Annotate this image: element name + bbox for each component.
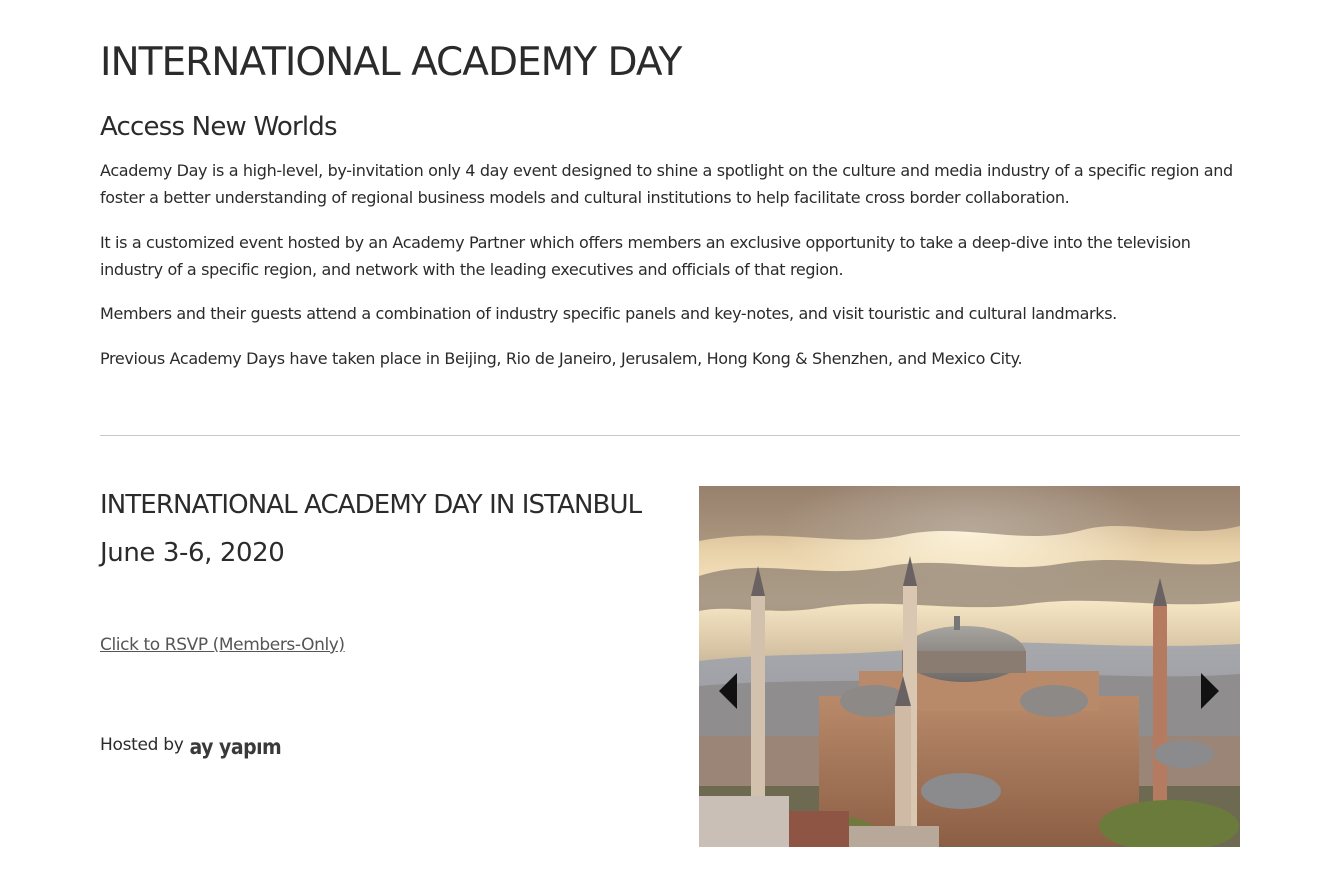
hosted-by (100, 733, 281, 757)
rsvp-link[interactable]: Click to RSVP (Members-Only) (100, 635, 345, 655)
image-slider[interactable] (699, 486, 1240, 847)
host-logo[interactable]: ay yapım (189, 735, 282, 759)
istanbul-hagia-sophia-photo (699, 486, 1240, 847)
intro-paragraph-1: Academy Day is a high-level, by-invitation only 4 day event designed to shine a spotlight on the culture and media industry of a specific region and foster a better understanding of regional business models and cultural institutions to help facilitate cross border collaboration. (100, 161, 1233, 207)
triangle-left-icon (719, 673, 737, 709)
triangle-right-icon (1201, 673, 1219, 709)
intro-paragraph-3: Members and their guests attend a combination of industry specific panels and key-notes, and visit touristic and cultural landmarks. (100, 304, 1117, 323)
section-subtitle: Access New Worlds (100, 112, 337, 142)
event-date: June 3-6, 2020 (100, 538, 285, 568)
hosted-by-label: Hosted by (100, 735, 184, 755)
event-title: INTERNATIONAL ACADEMY DAY IN ISTANBUL (100, 490, 642, 520)
page-title: INTERNATIONAL ACADEMY DAY (100, 40, 682, 85)
intro-paragraph-2: It is a customized event hosted by an Academy Partner which offers members an exclusive opportunity to take a deep-dive into the television industry of a specific region, and network with the leading executives and officials of that region. (100, 233, 1191, 279)
slider-prev-button[interactable] (717, 671, 741, 711)
slider-next-button[interactable] (1198, 671, 1222, 711)
intro-paragraph-4: Previous Academy Days have taken place in Beijing, Rio de Janeiro, Jerusalem, Hong Kong & Shenzhen, and Mexico City. (100, 349, 1023, 368)
section-divider (100, 435, 1240, 436)
